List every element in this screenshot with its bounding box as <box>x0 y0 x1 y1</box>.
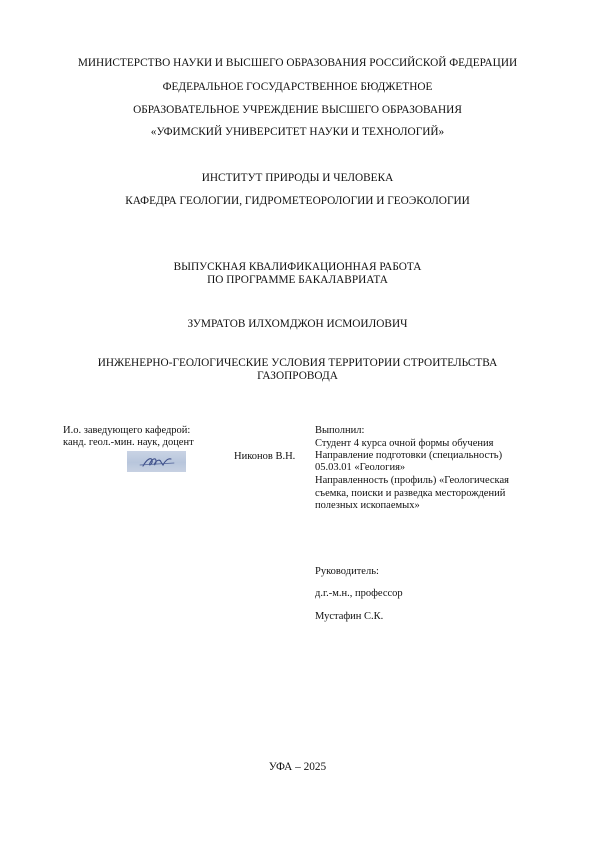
supervisor-name: Мустафин С.К. <box>315 611 384 622</box>
signature-scribble-icon <box>127 451 186 472</box>
city-year: УФА – 2025 <box>268 761 327 773</box>
institute-name: ИНСТИТУТ ПРИРОДЫ И ЧЕЛОВЕКА <box>201 172 394 184</box>
performed-by-line-5: съемка, поиски и разведка месторождений <box>315 488 506 499</box>
thesis-title-line-1: ИНЖЕНЕРНО-ГЕОЛОГИЧЕСКИЕ УСЛОВИЯ ТЕРРИТОРИИ СТРОИТЕЛЬСТВА <box>97 357 498 369</box>
performed-by-line-2: Направление подготовки (специальность) <box>315 450 503 461</box>
author-name: ЗУМРАТОВ ИЛХОМДЖОН ИСМОИЛОВИЧ <box>187 318 408 330</box>
head-of-department-name: Никонов В.Н. <box>234 451 296 462</box>
work-type-line-2: ПО ПРОГРАММЕ БАКАЛАВРИАТА <box>207 274 388 286</box>
department-name: КАФЕДРА ГЕОЛОГИИ, ГИДРОМЕТЕОРОЛОГИИ И ГЕОЭКОЛОГИИ <box>125 195 470 207</box>
performed-by-line-1: Студент 4 курса очной формы обучения <box>315 438 494 449</box>
supervisor-label: Руководитель: <box>315 566 379 577</box>
supervisor-degree: д.г.-м.н., профессор <box>315 588 403 599</box>
signature-image <box>127 451 186 472</box>
head-of-department-role: И.о. заведующего кафедрой: <box>63 425 191 436</box>
performed-by-line-6: полезных ископаемых» <box>315 500 420 511</box>
federal-line: ФЕДЕРАЛЬНОЕ ГОСУДАРСТВЕННОЕ БЮДЖЕТНОЕ <box>162 81 433 93</box>
university-name: «УФИМСКИЙ УНИВЕРСИТЕТ НАУКИ И ТЕХНОЛОГИЙ» <box>150 126 445 138</box>
institution-type-line: ОБРАЗОВАТЕЛЬНОЕ УЧРЕЖДЕНИЕ ВЫСШЕГО ОБРАЗОВАНИЯ <box>133 104 462 116</box>
performed-by-line-3: 05.03.01 «Геология» <box>315 462 406 473</box>
head-of-department-degree: канд. геол.-мин. наук, доцент <box>63 437 194 448</box>
work-type-line-1: ВЫПУСКНАЯ КВАЛИФИКАЦИОННАЯ РАБОТА <box>173 261 422 273</box>
ministry-line: МИНИСТЕРСТВО НАУКИ И ВЫСШЕГО ОБРАЗОВАНИЯ РОССИЙСКОЙ ФЕДЕРАЦИИ <box>77 57 518 69</box>
performed-by-line-4: Направленность (профиль) «Геологическая <box>315 475 509 486</box>
thesis-title-line-2: ГАЗОПРОВОДА <box>257 370 338 382</box>
performed-by-label: Выполнил: <box>315 425 365 436</box>
